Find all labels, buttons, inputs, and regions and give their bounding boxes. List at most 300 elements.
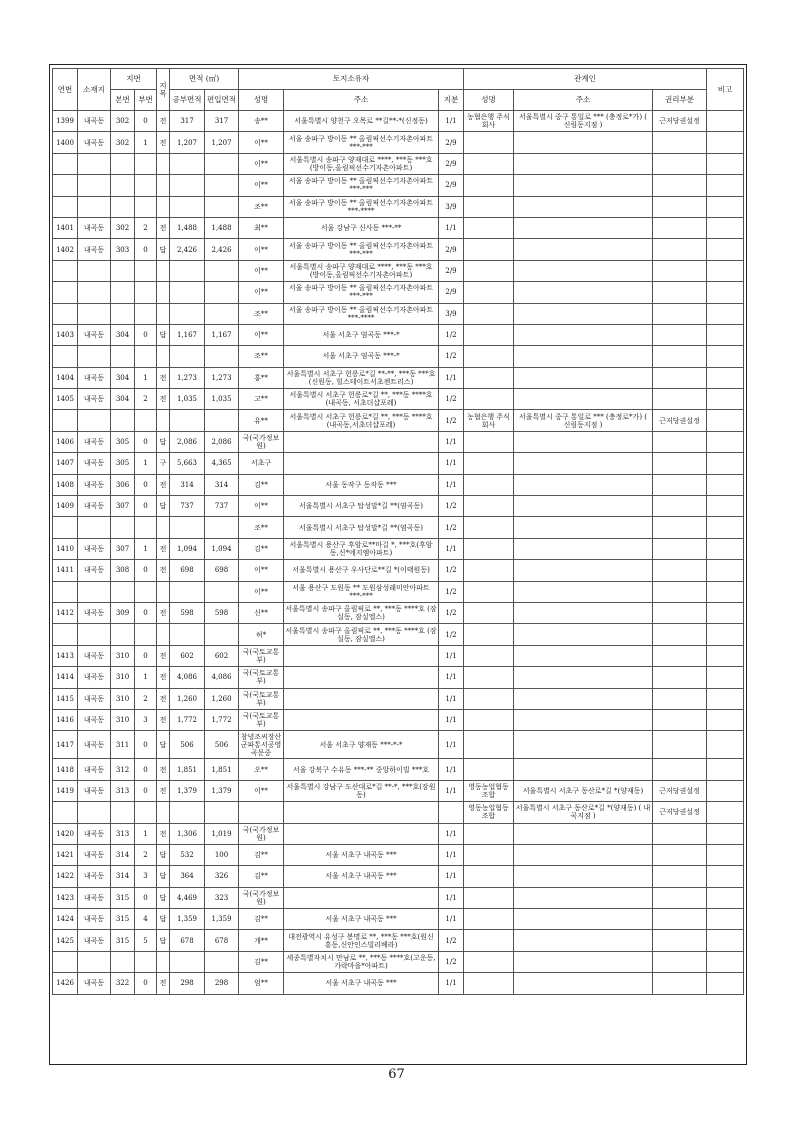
- row-no: 1404: [53, 367, 78, 388]
- row-share: 1/1: [439, 780, 464, 801]
- row-location: 내곡동: [78, 887, 111, 908]
- row-public-area: 506: [170, 731, 205, 759]
- row-relation-name: [464, 282, 514, 303]
- row-sub-lot: [135, 951, 157, 972]
- row-include-area: [205, 410, 239, 431]
- row-share: 1/2: [439, 324, 464, 345]
- row-note: [707, 866, 744, 887]
- row-no: [53, 303, 78, 324]
- row-location: 내곡동: [78, 823, 111, 844]
- row-owner-name: 고**: [239, 389, 284, 410]
- row-sub-lot: [135, 346, 157, 367]
- row-owner-name: 이**: [239, 780, 284, 801]
- row-location: [78, 624, 111, 645]
- row-public-area: 2,086: [170, 431, 205, 452]
- row-public-area: [170, 951, 205, 972]
- row-note: [707, 759, 744, 780]
- row-location: 내곡동: [78, 780, 111, 801]
- row-main-lot: 312: [111, 759, 135, 780]
- row-include-area: 2,086: [205, 431, 239, 452]
- row-category: [157, 346, 170, 367]
- row-owner-address: 서울 서초구 양재동 ***-*-*: [284, 731, 439, 759]
- row-relation-address: [514, 175, 653, 196]
- row-relation-right: [653, 496, 707, 517]
- row-relation-name: [464, 688, 514, 709]
- row-public-area: 4,469: [170, 887, 205, 908]
- header-owner-address: 주소: [284, 90, 439, 111]
- header-share: 지분: [439, 90, 464, 111]
- row-owner-address: [284, 823, 439, 844]
- row-no: 1414: [53, 667, 78, 688]
- row-location: [78, 802, 111, 823]
- row-relation-name: [464, 324, 514, 345]
- row-owner-address: 서울특별시 서초구 헌릉로*길 **, ***동 ****호(내곡동, 서초더샵포레): [284, 389, 439, 410]
- row-category: [157, 282, 170, 303]
- row-relation-right: [653, 844, 707, 865]
- row-share: 1/2: [439, 389, 464, 410]
- row-location: 내곡동: [78, 688, 111, 709]
- row-no: 1415: [53, 688, 78, 709]
- row-relation-right: [653, 132, 707, 153]
- row-relation-address: [514, 951, 653, 972]
- row-main-lot: 303: [111, 239, 135, 260]
- row-owner-address: 세종특별자치시 만남로 **, ***동 ****호(고운동,가락마을*아파트): [284, 951, 439, 972]
- row-no: [53, 282, 78, 303]
- row-no: [53, 196, 78, 217]
- row-include-area: 1,094: [205, 538, 239, 559]
- row-relation-address: [514, 453, 653, 474]
- row-note: [707, 196, 744, 217]
- row-note: [707, 132, 744, 153]
- row-include-area: 602: [205, 645, 239, 666]
- row-relation-address: [514, 474, 653, 495]
- row-note: [707, 709, 744, 730]
- row-include-area: 506: [205, 731, 239, 759]
- row-note: [707, 581, 744, 602]
- row-owner-name: 국(국가정보원): [239, 887, 284, 908]
- row-owner-address: 서울 송파구 방이동 ** 올림픽선수기자촌아파트 ***-***: [284, 175, 439, 196]
- row-note: [707, 389, 744, 410]
- row-public-area: [170, 581, 205, 602]
- row-owner-name: 신**: [239, 602, 284, 623]
- row-owner-name: 김**: [239, 951, 284, 972]
- row-main-lot: 304: [111, 324, 135, 345]
- row-no: [53, 581, 78, 602]
- row-public-area: [170, 260, 205, 281]
- row-main-lot: 314: [111, 844, 135, 865]
- row-public-area: 1,772: [170, 709, 205, 730]
- row-relation-right: [653, 887, 707, 908]
- row-location: 내곡동: [78, 667, 111, 688]
- row-relation-address: 서울특별시 중구 통일로 *** (충정로*가) ( 신림동지점 ): [514, 410, 653, 431]
- row-main-lot: [111, 153, 135, 174]
- row-sub-lot: 2: [135, 217, 157, 238]
- row-category: 전: [157, 111, 170, 132]
- row-no: [53, 802, 78, 823]
- row-category: 전: [157, 367, 170, 388]
- row-relation-name: [464, 866, 514, 887]
- row-share: 1/2: [439, 346, 464, 367]
- row-share: 1/2: [439, 930, 464, 951]
- row-relation-name: 영동농업협동조합: [464, 802, 514, 823]
- row-include-area: [205, 175, 239, 196]
- row-owner-address: 서울특별시 송파구 올림픽로 **, ***동 ****호 (잠실동, 잠실엘스): [284, 602, 439, 623]
- row-sub-lot: 0: [135, 887, 157, 908]
- row-owner-address: 서울 용산구 도원동 ** 도원삼성래미안아파트 ***-***: [284, 581, 439, 602]
- row-category: [157, 153, 170, 174]
- row-no: 1403: [53, 324, 78, 345]
- row-include-area: [205, 153, 239, 174]
- row-no: 1424: [53, 909, 78, 930]
- row-relation-name: [464, 196, 514, 217]
- row-category: 전: [157, 602, 170, 623]
- row-no: 1412: [53, 602, 78, 623]
- row-relation-address: [514, 667, 653, 688]
- row-owner-name: 허*: [239, 624, 284, 645]
- row-location: 내곡동: [78, 560, 111, 581]
- row-location: 내곡동: [78, 132, 111, 153]
- row-relation-name: [464, 303, 514, 324]
- row-share: 1/2: [439, 602, 464, 623]
- row-location: [78, 517, 111, 538]
- row-public-area: [170, 153, 205, 174]
- row-relation-address: [514, 560, 653, 581]
- row-share: 1/1: [439, 667, 464, 688]
- table-row: [53, 731, 744, 759]
- row-share: 1/1: [439, 431, 464, 452]
- row-main-lot: 304: [111, 389, 135, 410]
- row-main-lot: 315: [111, 887, 135, 908]
- row-include-area: 326: [205, 866, 239, 887]
- row-relation-address: [514, 367, 653, 388]
- row-category: 전: [157, 217, 170, 238]
- row-main-lot: [111, 260, 135, 281]
- row-owner-address: 서울 서초구 내곡동 ***: [284, 866, 439, 887]
- row-owner-name: 국(국토교통부): [239, 709, 284, 730]
- row-relation-right: [653, 823, 707, 844]
- row-include-area: 1,379: [205, 780, 239, 801]
- row-relation-name: [464, 346, 514, 367]
- row-no: 1409: [53, 496, 78, 517]
- row-category: 전: [157, 688, 170, 709]
- row-public-area: 1,359: [170, 909, 205, 930]
- row-sub-lot: 1: [135, 667, 157, 688]
- row-relation-address: [514, 239, 653, 260]
- row-no: 1418: [53, 759, 78, 780]
- row-no: 1405: [53, 389, 78, 410]
- row-note: [707, 780, 744, 801]
- row-owner-name: 김**: [239, 844, 284, 865]
- row-note: [707, 217, 744, 238]
- row-relation-right: [653, 217, 707, 238]
- row-share: 1/1: [439, 844, 464, 865]
- row-main-lot: 310: [111, 709, 135, 730]
- row-include-area: [205, 196, 239, 217]
- row-share: 1/2: [439, 951, 464, 972]
- row-owner-name: 홍**: [239, 367, 284, 388]
- row-main-lot: [111, 303, 135, 324]
- row-location: 내곡동: [78, 930, 111, 951]
- row-no: 1407: [53, 453, 78, 474]
- row-no: 1423: [53, 887, 78, 908]
- row-public-area: 1,273: [170, 367, 205, 388]
- row-note: [707, 688, 744, 709]
- row-relation-address: [514, 282, 653, 303]
- row-category: 전: [157, 560, 170, 581]
- row-owner-name: 이**: [239, 581, 284, 602]
- row-relation-address: [514, 909, 653, 930]
- row-note: [707, 410, 744, 431]
- row-note: [707, 496, 744, 517]
- row-category: 답: [157, 431, 170, 452]
- row-note: [707, 844, 744, 865]
- row-category: [157, 196, 170, 217]
- row-share: 1/1: [439, 111, 464, 132]
- row-public-area: 1,207: [170, 132, 205, 153]
- row-share: 2/9: [439, 153, 464, 174]
- row-sub-lot: [135, 517, 157, 538]
- row-relation-name: [464, 844, 514, 865]
- row-location: [78, 175, 111, 196]
- row-main-lot: [111, 951, 135, 972]
- row-main-lot: 311: [111, 731, 135, 759]
- header-include-area: 편입면적: [205, 90, 239, 111]
- row-note: [707, 111, 744, 132]
- row-note: [707, 239, 744, 260]
- row-main-lot: 304: [111, 367, 135, 388]
- row-location: [78, 260, 111, 281]
- row-relation-name: [464, 759, 514, 780]
- row-relation-right: [653, 951, 707, 972]
- row-relation-right: [653, 538, 707, 559]
- row-relation-address: [514, 217, 653, 238]
- row-category: 전: [157, 474, 170, 495]
- row-relation-right: 근저당권설정: [653, 802, 707, 823]
- row-sub-lot: 5: [135, 930, 157, 951]
- row-category: [157, 581, 170, 602]
- row-relation-name: [464, 560, 514, 581]
- table-row: [53, 346, 744, 367]
- row-owner-address: 서울 송파구 방이동 ** 올림픽선수기자촌아파트 ***-***: [284, 132, 439, 153]
- row-location: 내곡동: [78, 538, 111, 559]
- row-relation-address: [514, 196, 653, 217]
- row-sub-lot: 0: [135, 731, 157, 759]
- table-row: [53, 431, 744, 452]
- row-public-area: [170, 624, 205, 645]
- row-note: [707, 602, 744, 623]
- row-location: 내곡동: [78, 645, 111, 666]
- row-relation-right: [653, 909, 707, 930]
- row-sub-lot: 0: [135, 496, 157, 517]
- row-note: [707, 282, 744, 303]
- row-note: [707, 731, 744, 759]
- table-row: [53, 802, 744, 823]
- row-category: 전: [157, 645, 170, 666]
- row-relation-right: [653, 709, 707, 730]
- row-sub-lot: 0: [135, 602, 157, 623]
- header-relation-address: 주소: [514, 90, 653, 111]
- row-relation-address: [514, 431, 653, 452]
- row-location: 내곡동: [78, 453, 111, 474]
- row-category: 전: [157, 132, 170, 153]
- row-note: [707, 930, 744, 951]
- row-include-area: 1,019: [205, 823, 239, 844]
- row-relation-name: [464, 153, 514, 174]
- row-owner-name: 서초구: [239, 453, 284, 474]
- row-relation-name: [464, 496, 514, 517]
- row-public-area: 698: [170, 560, 205, 581]
- row-owner-name: 국(국토교통부): [239, 645, 284, 666]
- row-public-area: [170, 346, 205, 367]
- row-relation-name: [464, 474, 514, 495]
- row-owner-name: 조**: [239, 517, 284, 538]
- row-owner-name: 유**: [239, 410, 284, 431]
- row-share: 1/1: [439, 731, 464, 759]
- row-location: 내곡동: [78, 731, 111, 759]
- row-public-area: 598: [170, 602, 205, 623]
- row-share: 1/1: [439, 909, 464, 930]
- row-share: 1/1: [439, 217, 464, 238]
- row-share: 1/1: [439, 973, 464, 994]
- row-location: 내곡동: [78, 324, 111, 345]
- row-location: 내곡동: [78, 909, 111, 930]
- row-owner-address: 서울 송파구 방이동 ** 올림픽선수기자촌아파트 ***-****: [284, 303, 439, 324]
- row-include-area: [205, 624, 239, 645]
- row-owner-name: 이**: [239, 260, 284, 281]
- row-note: [707, 453, 744, 474]
- row-public-area: [170, 303, 205, 324]
- row-sub-lot: [135, 802, 157, 823]
- row-no: [53, 153, 78, 174]
- row-public-area: 1,167: [170, 324, 205, 345]
- row-note: [707, 260, 744, 281]
- row-relation-right: [653, 581, 707, 602]
- row-relation-address: [514, 517, 653, 538]
- row-relation-right: [653, 453, 707, 474]
- row-share: 1/2: [439, 410, 464, 431]
- row-include-area: 698: [205, 560, 239, 581]
- table-row: [53, 645, 744, 666]
- row-public-area: [170, 175, 205, 196]
- row-share: 1/1: [439, 887, 464, 908]
- row-relation-name: [464, 709, 514, 730]
- row-relation-right: [653, 260, 707, 281]
- row-sub-lot: 0: [135, 474, 157, 495]
- row-main-lot: [111, 196, 135, 217]
- row-location: [78, 410, 111, 431]
- row-no: 1416: [53, 709, 78, 730]
- header-note: 비고: [707, 69, 744, 111]
- row-relation-name: [464, 581, 514, 602]
- row-include-area: 1,273: [205, 367, 239, 388]
- row-location: 내곡동: [78, 844, 111, 865]
- land-ownership-table: [52, 68, 744, 995]
- header-category: 지목: [157, 69, 170, 111]
- row-location: 내곡동: [78, 239, 111, 260]
- row-note: [707, 887, 744, 908]
- row-relation-address: [514, 303, 653, 324]
- row-category: 답: [157, 866, 170, 887]
- row-sub-lot: 1: [135, 367, 157, 388]
- row-relation-address: [514, 645, 653, 666]
- row-share: 1/1: [439, 688, 464, 709]
- row-relation-right: [653, 688, 707, 709]
- row-sub-lot: 0: [135, 239, 157, 260]
- row-public-area: 602: [170, 645, 205, 666]
- row-relation-address: [514, 389, 653, 410]
- row-no: [53, 410, 78, 431]
- row-share: 1/1: [439, 709, 464, 730]
- row-owner-address: 서울 서초구 내곡동 ***: [284, 844, 439, 865]
- row-location: [78, 282, 111, 303]
- row-owner-name: 창녕조씨장산군파통서공영곡문중: [239, 731, 284, 759]
- row-relation-address: [514, 709, 653, 730]
- row-relation-name: [464, 217, 514, 238]
- row-public-area: 298: [170, 973, 205, 994]
- row-relation-right: [653, 759, 707, 780]
- row-no: [53, 260, 78, 281]
- row-no: 1408: [53, 474, 78, 495]
- row-no: 1417: [53, 731, 78, 759]
- table-row: [53, 175, 744, 196]
- table-row: [53, 367, 744, 388]
- row-location: [78, 346, 111, 367]
- row-main-lot: [111, 624, 135, 645]
- row-include-area: 298: [205, 973, 239, 994]
- table-row: [53, 688, 744, 709]
- row-relation-address: 서울특별시 중구 통일로 *** (충정로*가) ( 신림동지점 ): [514, 111, 653, 132]
- row-sub-lot: 0: [135, 431, 157, 452]
- header-owner-group: 토지소유자: [239, 69, 464, 90]
- row-owner-name: 이**: [239, 282, 284, 303]
- row-share: 3/9: [439, 196, 464, 217]
- row-owner-name: 이**: [239, 175, 284, 196]
- row-relation-name: [464, 909, 514, 930]
- row-owner-address: 서울특별시 서초구 탑성말*길 **(염곡동): [284, 496, 439, 517]
- row-relation-name: 영동농업협동조합: [464, 780, 514, 801]
- row-location: 내곡동: [78, 496, 111, 517]
- row-no: 1399: [53, 111, 78, 132]
- row-public-area: 2,426: [170, 239, 205, 260]
- row-main-lot: 309: [111, 602, 135, 623]
- header-public-area: 공부면적: [170, 90, 205, 111]
- row-public-area: [170, 196, 205, 217]
- row-sub-lot: 3: [135, 709, 157, 730]
- row-relation-name: [464, 453, 514, 474]
- row-include-area: 4,086: [205, 667, 239, 688]
- row-share: 1/1: [439, 759, 464, 780]
- row-no: [53, 517, 78, 538]
- row-owner-name: 이**: [239, 153, 284, 174]
- row-share: 1/2: [439, 581, 464, 602]
- row-category: 답: [157, 930, 170, 951]
- row-relation-right: [653, 346, 707, 367]
- row-relation-right: 근저당권설정: [653, 780, 707, 801]
- row-relation-name: [464, 260, 514, 281]
- row-include-area: [205, 951, 239, 972]
- row-sub-lot: 0: [135, 780, 157, 801]
- row-include-area: 4,365: [205, 453, 239, 474]
- row-owner-name: 조**: [239, 346, 284, 367]
- row-sub-lot: [135, 175, 157, 196]
- table-row: [53, 153, 744, 174]
- row-owner-address: 서울특별시 서초구 탑성말*길 **(염곡동): [284, 517, 439, 538]
- table-row: [53, 196, 744, 217]
- row-owner-name: 국(국가정보원): [239, 431, 284, 452]
- table-row: [53, 132, 744, 153]
- row-category: 전: [157, 780, 170, 801]
- row-sub-lot: 1: [135, 538, 157, 559]
